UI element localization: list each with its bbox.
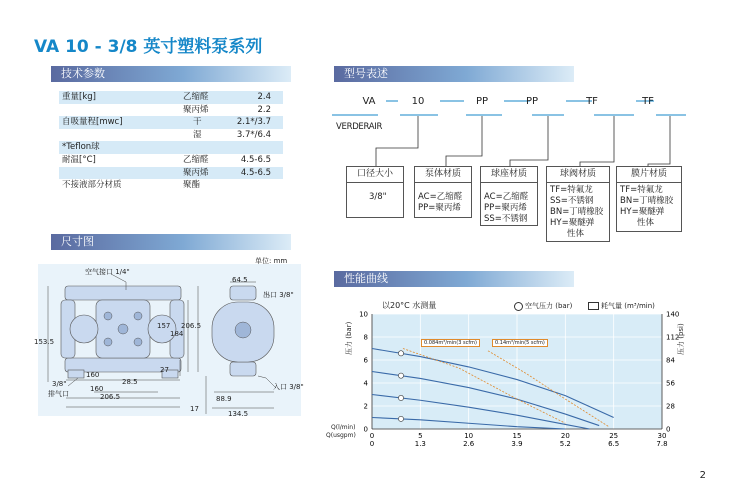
model-box-line: BN=丁晴橡胶 [620,196,674,206]
spec-label: 耐温[°C] [62,154,96,165]
section-header-specs: 技术参数 [51,66,291,82]
x-tick-label: 20 [560,432,570,440]
model-box-diaphragm [616,166,682,232]
right-tick-label: 140 [666,310,680,319]
model-box-header: 球座材质 [481,167,537,183]
spec-label: 自吸量程[mwc] [62,117,123,128]
spec-material: 湿 [193,129,202,140]
exhaust-size-label: 3/8" [52,380,67,388]
model-brand: VERDERAIR [336,122,383,132]
x-gpm-tick-label: 6.5 [608,440,620,448]
dim-184: 184 [170,330,184,338]
pump-drawing [38,264,301,424]
x-tick-label: 10 [464,432,474,440]
x-tick-label: 0 [369,432,375,440]
pressure-marker [398,395,403,400]
legend-air-label: 耗气量 (m³/min) [601,302,655,310]
model-box-line: PP=聚丙烯 [484,203,527,213]
model-box-line: HY=聚醚弹 [620,207,665,217]
section-header-performance: 性能曲线 [334,271,574,287]
spec-row [59,154,283,167]
right-tick-label: 84 [666,356,675,365]
spec-material: 聚丙烯 [183,104,209,115]
right-tick-label: 28 [666,402,675,411]
dim-157: 157 [157,322,171,330]
model-box-line: SS=不锈钢 [484,214,528,224]
model-box-line: PP=聚丙烯 [418,203,461,213]
spec-row [59,129,283,142]
spec-label: 不接液部分材质 [62,180,122,191]
left-tick-label: 10 [359,310,368,319]
spec-row [59,116,283,129]
model-box-line: SS=不锈钢 [550,196,594,206]
model-box-seat [480,166,538,226]
spec-row [59,104,283,117]
outlet-label: 出口 3/8" [263,291,294,299]
pressure-marker [398,351,403,356]
legend-pressure-label: 空气压力 (bar) [525,302,573,310]
spec-value: 2.4 [257,92,271,102]
model-box-line: AC=乙缩醛 [484,192,529,202]
spec-label: *Teflon球 [62,142,100,153]
x-tick-label: 15 [512,432,522,440]
spec-row [59,141,283,154]
section-header-dimensions: 尺寸图 [51,234,291,250]
model-box-ball [546,166,610,242]
x-gpm-tick-label: 3.9 [511,440,523,448]
dim-206-5-vertical: 206.5 [181,322,202,330]
model-box-line: AC=乙缩醛 [418,192,463,202]
air-inlet-label: 空气接口 1/4" [85,268,130,276]
x-gpm-tick-label: 0 [369,440,375,448]
right-axis-label: 压力 (psi) [677,323,685,355]
dim-160-a: 160 [86,371,100,379]
page-number: 2 [699,470,706,481]
annotation-5scfm: 0.14m³/min(5 scfm) [492,339,548,347]
left-tick-label: 8 [363,333,368,342]
x-gpm-tick-label: 5.2 [559,440,571,448]
left-tick-label: 6 [363,356,368,365]
x-gpm-tick-label: 2.6 [463,440,475,448]
spec-material: 聚丙烯 [183,167,209,178]
dim-160-b: 160 [90,385,104,393]
right-tick-label: 112 [666,333,680,342]
spec-material: 乙缩醛 [183,92,209,102]
right-tick-label: 56 [666,379,675,388]
x-tick-label: 5 [418,432,423,440]
model-box-line: TF=特氟龙 [550,185,593,195]
page-title: VA 10 - 3/8 英寸塑料泵系列 [34,37,263,57]
model-box-body [414,166,472,218]
model-box-size [346,166,404,218]
spec-value: 4.5-6.5 [240,154,271,165]
dimension-unit: 单位: mm [255,257,288,265]
model-box-line: HY=聚醚弹 [550,218,595,228]
spec-table [59,91,283,192]
right-tick-label: 0 [666,425,671,434]
spec-value: 2.1*/3.7 [236,117,271,128]
dim-134-5: 134.5 [228,410,249,418]
performance-chart [320,290,700,450]
section-header-model: 型号表述 [334,66,574,82]
annotation-3scfm: 0.084m³/min(3 scfm) [421,339,480,347]
spec-label: 重量[kg] [62,92,96,102]
model-code: TF [642,96,654,107]
dim-28-5: 28.5 [122,378,138,386]
model-code: 10 [411,96,425,107]
chart-title: 以20°C 水测量 [382,301,437,310]
dim-64-5: 64.5 [232,276,248,284]
model-code: TF [586,96,598,107]
x-gpm-tick-label: 7.8 [656,440,668,448]
inlet-label: 入口 3/8" [273,383,304,391]
x-axis-label-lpm: Q(l/min) [331,424,356,431]
spec-row [59,179,283,192]
x-gpm-tick-label: 1.3 [414,440,426,448]
dim-206-5-horizontal: 206.5 [100,393,121,401]
model-code: PP [525,96,539,107]
legend-circle-icon [514,302,523,311]
model-box-line: 性体 [567,229,585,239]
model-box-line: 性体 [637,218,655,228]
left-tick-label: 2 [363,402,368,411]
legend-pressure [514,301,572,311]
x-tick-label: 30 [657,432,667,440]
legend-box-icon [588,302,599,310]
model-box-line: 3/8" [369,192,387,202]
dim-153-5: 153.5 [34,338,55,346]
model-box-header: 口径大小 [347,167,403,183]
spec-material: 乙缩醛 [183,154,209,165]
spec-material: 聚酯 [183,180,201,191]
dim-88-9: 88.9 [216,395,232,403]
legend-air [588,301,655,311]
model-box-line: TF=特氟龙 [620,185,663,195]
left-axis-label: 压力 (bar) [345,321,353,355]
left-tick-label: 4 [363,379,368,388]
spec-row [59,91,283,104]
spec-value: 4.5-6.5 [240,167,271,178]
model-box-line: BN=丁晴橡胶 [550,207,604,217]
spec-value: 3.7*/6.4 [236,129,271,140]
left-tick-label: 0 [363,425,368,434]
x-axis-label-gpm: Q(usgpm) [326,432,356,439]
spec-material: 干 [193,117,202,128]
spec-row [59,167,283,180]
exhaust-label: 排气口 [48,390,69,398]
pressure-marker [398,373,403,378]
model-code: PP [475,96,489,107]
model-box-header: 球阀材质 [547,167,609,183]
spec-value: 2.2 [257,104,271,115]
dim-27: 27 [160,366,169,374]
model-box-header: 膜片材质 [617,167,681,183]
dim-17: 17 [190,405,199,413]
x-tick-label: 25 [609,432,619,440]
pressure-marker [398,416,403,421]
model-code: VA [362,96,376,107]
model-box-header: 泵体材质 [415,167,471,183]
